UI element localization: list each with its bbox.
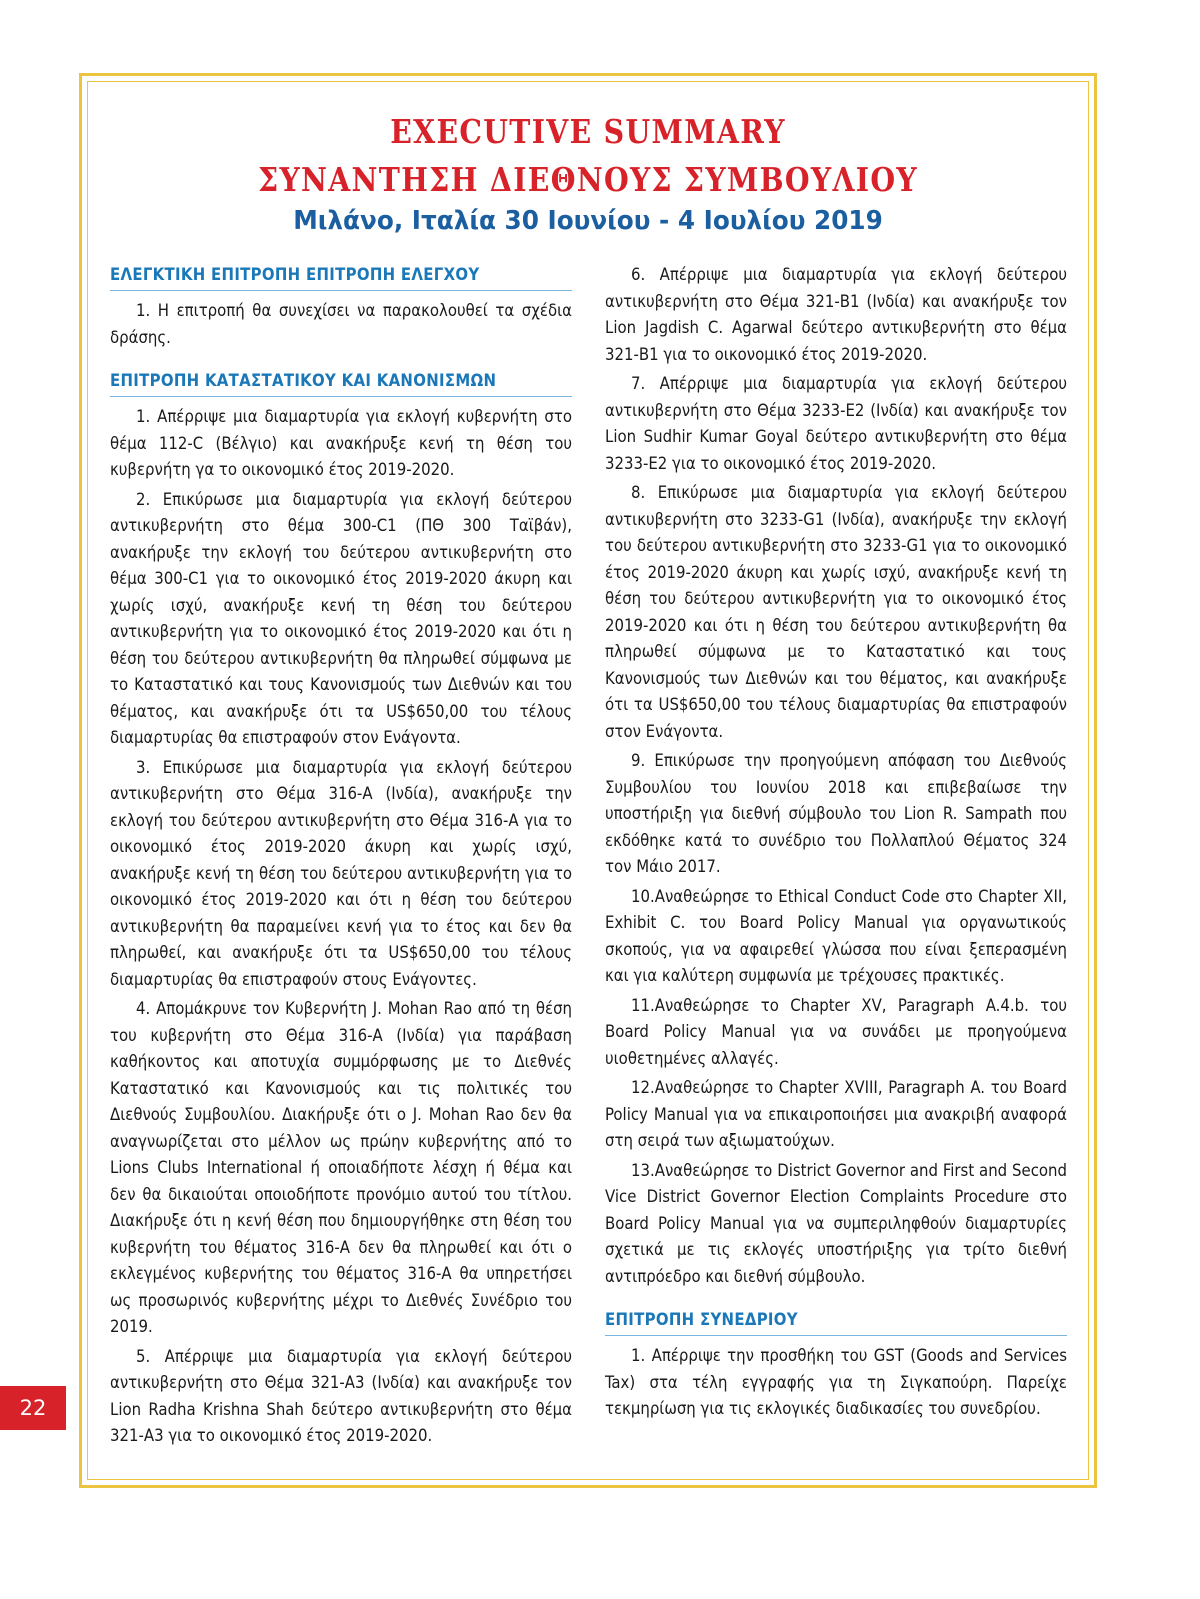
paragraph: 1. Απέρριψε μια διαμαρτυρία για εκλογή κυβερνήτη στο θέμα 112-C (Βέλγιο) και ανακήρυξε κενή τη θέση του κυβερνήτη γα το οικονομικό έτος 2019-2020.: [110, 407, 572, 479]
paragraph: 6. Απέρριψε μια διαμαρτυρία για εκλογή δεύτερου αντικυβερνήτη στο Θέμα 321-B1 (Ινδία) και ανακήρυξε τον Lion Jagdish C. Agarwal δεύτερο αντικυβερνήτη στο θέμα 321-B1 για το οικονομικό έτος 2019-2020.: [605, 265, 1067, 364]
paragraph: 3. Επικύρωσε μια διαμαρτυρία για εκλογή δεύτερου αντικυβερνήτη στο Θέμα 316-A (Ινδία), ανακήρυξε την εκλογή του δεύτερου αντικυβερνήτη στο Θέμα 316-A για το οικονομικό έτος 2019-2020 άκυρη και χωρίς ισχύ, ανακήρυξε κενή τη θέση του δεύτερου αντικυβερνήτη για το οικονομικό έτος 2019-2020 και ότι η θέση του δεύτερου αντικυβερνήτη θα παραμείνει κενή για το έτος και δεν θα πληρωθεί, και ανακήρυξε ότι τα US$650,00 του τέλους διαμαρτυρίας θα επιστραφούν στους Ενάγοντες.: [110, 757, 572, 989]
section-heading-audit: ΕΛΕΓΚΤΙΚΗ ΕΠΙΤΡΟΠΗ ΕΠΙΤΡΟΠΗ ΕΛΕΓΧΟΥ: [110, 262, 572, 291]
paragraph: 11.Αναθεώρησε το Chapter XV, Paragraph A.4.b. του Board Policy Manual για να συνάδει με προηγούμενα υιοθετημένες αλλαγές.: [605, 995, 1067, 1068]
paragraph: 10.Αναθεώρησε το Ethical Conduct Code στο Chapter XII, Exhibit C. του Board Policy Manual για οργανωτικούς σκοπούς, για να αφαιρεθεί γλώσσα που είναι ξεπερασμένη και για καλύτερη συμφωνία με τρέχουσες πρακτικές.: [605, 886, 1067, 985]
left-column: [110, 262, 572, 1453]
section-heading-constitution: ΕΠΙΤΡΟΠΗ ΚΑΤΑΣΤΑΤΙΚΟΥ ΚΑΙ ΚΑΝΟΝΙΣΜΩΝ: [110, 368, 572, 397]
page-number: 22: [0, 1386, 66, 1430]
paragraph: 4. Απομάκρυνε τον Κυβερνήτη J. Mohan Rao από τη θέση του κυβερνήτη στο Θέμα 316-A (Ινδία) για παράβαση καθήκοντος και αποτυχία συμμόρφωσης με το Διεθνές Καταστατικό και Κανονισμούς και τις πολιτικές του Διεθνούς Συμβουλίου. Διακήρυξε ότι ο J. Mohan Rao δεν θα αναγνωρίζεται στο μέλλον ως πρώην κυβερνήτης από το Lions Clubs International ή οποιαδήποτε λέσχη ή θέμα και δεν θα δικαιούται οποιοδήποτε προνόμιο αυτού του τίτλου. Διακήρυξε ότι η κενή θέση που δημιουργήθηκε στη θέση του κυβερνήτη του θέματος 316-A δεν θα πληρωθεί και ότι ο εκλεγμένος κυβερνήτης του θέματος 316-A θα υπηρετήσει ως προσωρινός κυβερνήτης μέχρι το Διεθνές Συνέδριο του 2019.: [110, 999, 572, 1336]
paragraph: 1. Η επιτροπή θα συνεχίσει να παρακολουθεί τα σχέδια δράσης.: [110, 301, 572, 347]
subtitle: Μιλάνο, Ιταλία 30 Ιουνίου - 4 Ιουλίου 2019: [293, 206, 883, 236]
paragraph: 1. Απέρριψε την προσθήκη του GST (Goods and Services Tax) στα τέλη εγγραφής για τη Σιγκαπούρη. Παρείχε τεκμηρίωση για τις εκλογικές διαδικασίες του συνεδρίου.: [605, 1346, 1067, 1418]
title-line-2: ΣΥΝΑΝΤΗΣΗ ΔΙΕΘΝΟΥΣ ΣΥΜΒΟΥΛΙΟΥ: [258, 160, 918, 199]
paragraph: 12.Αναθεώρησε το Chapter XVIII, Paragraph A. του Board Policy Manual για να επικαιροποιήσει μια ανακριβή αναφορά στη σειρά των αξιωματούχων.: [605, 1078, 1067, 1150]
paragraph: 8. Επικύρωσε μια διαμαρτυρία για εκλογή δεύτερου αντικυβερνήτη στο 3233-G1 (Ινδία), ανακήρυξε την εκλογή του δεύτερου αντικυβερνήτη στο 3233-G1 για το οικονομικό έτος 2019-2020 άκυρη και χωρίς ισχύ, ανακήρυξε κενή τη θέση του δεύτερου αντικυβερνήτη για το οικονομικό έτος 2019-2020 και ότι η θέση του δεύτερου αντικυβερνήτη θα πληρωθεί σύμφωνα με το Καταστατικό και τους Κανονισμούς των Διεθνών και του θέματος, και ανακήρυξε ότι τα US$650,00 του τέλους διαμαρτυρίας θα επιστραφούν στον Ενάγοντα.: [605, 483, 1067, 741]
paragraph: 13.Αναθεώρησε το District Governor and First and Second Vice District Governor Election Complaints Procedure στο Board Policy Manual για να συμπεριληφθούν διαμαρτυρίες σχετικά με τις εκλογές υποστήριξης για τρίτο διεθνή αντιπρόεδρο και διεθνή σύμβουλο.: [605, 1160, 1067, 1286]
paragraph: 7. Απέρριψε μια διαμαρτυρία για εκλογή δεύτερου αντικυβερνήτη στο Θέμα 3233-E2 (Ινδία) και ανακήρυξε τον Lion Sudhir Kumar Goyal δεύτερο αντικυβερνήτη στο θέμα 3233-E2 για το οικονομικό έτος 2019-2020.: [605, 374, 1067, 473]
paragraph: 2. Επικύρωσε μια διαμαρτυρία για εκλογή δεύτερου αντικυβερνήτη στο θέμα 300-C1 (ΠΘ 300 Ταϊβάν), ανακήρυξε την εκλογή του δεύτερου αντικυβερνήτη στο θέμα 300-C1 για το οικονομικό έτος 2019-2020 άκυρη και χωρίς ισχύ, ανακήρυξε κενή τη θέση του δεύτερου αντικυβερνήτη για το οικονομικό έτος 2019-2020 και ότι η θέση του δεύτερου αντικυβερνήτη θα πληρωθεί σύμφωνα με το Καταστατικό και τους Κανονισμούς των Διεθνών και του θέματος, και ανακήρυξε ότι τα US$650,00 του τέλους διαμαρτυρίας θα επιστραφούν στον Ενάγοντα.: [110, 489, 572, 747]
section-heading-convention: ΕΠΙΤΡΟΠΗ ΣΥΝΕΔΡΙΟΥ: [605, 1307, 1067, 1336]
paragraph: 5. Απέρριψε μια διαμαρτυρία για εκλογή δεύτερου αντικυβερνήτη στο Θέμα 321-A3 (Ινδία) και ανακήρυξε τον Lion Radha Krishna Shah δεύτερο αντικυβερνήτη στο θέμα 321-A3 για το οικονομικό έτος 2019-2020.: [110, 1346, 572, 1445]
title-line-1: EXECUTIVE SUMMARY: [390, 112, 786, 151]
paragraph: 9. Επικύρωσε την προηγούμενη απόφαση του Διεθνούς Συμβουλίου του Ιουνίου 2018 και επιβεβαίωσε την υποστήριξη για διεθνή σύμβουλο του Lion R. Sampath που εκδόθηκε κατά το συνέδριο του Πολλαπλού Θέματος 324 τον Μάιο 2017.: [605, 751, 1067, 876]
right-column: [605, 262, 1067, 1426]
